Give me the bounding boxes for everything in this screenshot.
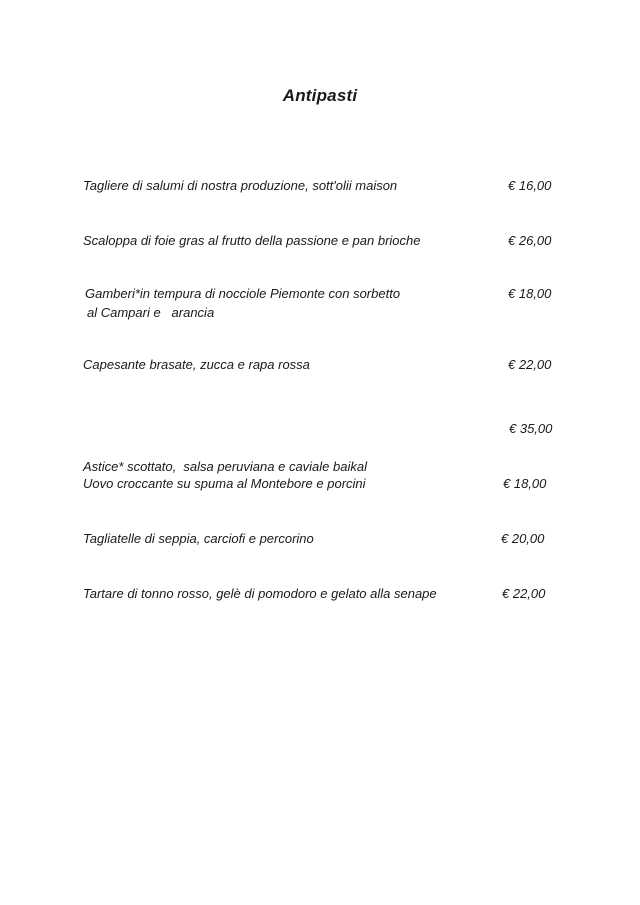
menu-item-description bbox=[83, 584, 437, 603]
menu-item-description-line: Uovo croccante su spuma al Montebore e porcini bbox=[83, 476, 366, 491]
menu-item-description-line: al Campari e arancia bbox=[87, 305, 215, 320]
menu-item-description-line: Scaloppa di foie gras al frutto della passione e pan brioche bbox=[83, 233, 421, 248]
menu-item-price: € 18,00 bbox=[508, 286, 552, 301]
menu-item-description bbox=[83, 355, 310, 374]
menu-item-description bbox=[83, 474, 366, 493]
menu-item-description-line: Capesante brasate, zucca e rapa rossa bbox=[83, 357, 310, 372]
menu-item-price: € 16,00 bbox=[508, 178, 552, 193]
menu-item-description-line: Tagliere di salumi di nostra produzione, sott'olii maison bbox=[83, 178, 398, 193]
menu-item-description bbox=[83, 231, 421, 250]
menu-item-price: € 26,00 bbox=[508, 233, 552, 248]
menu-item-price: € 22,00 bbox=[502, 586, 546, 601]
menu-item-description bbox=[85, 284, 400, 322]
menu-item-description-line: Gamberi*in tempura di nocciole Piemonte con sorbetto bbox=[85, 286, 401, 301]
menu-item-price: € 22,00 bbox=[508, 357, 552, 372]
menu-item-price: € 35,00 bbox=[509, 421, 553, 436]
menu-item-description-line: Tartare di tonno rosso, gelè di pomodoro e gelato alla senape bbox=[83, 586, 437, 601]
page-title: Antipasti bbox=[282, 86, 358, 105]
menu-item-description-line: Astice* scottato, salsa peruviana e caviale baikal bbox=[83, 459, 367, 474]
menu-item-description bbox=[83, 176, 397, 195]
menu-item-description bbox=[83, 529, 314, 548]
menu-item-description bbox=[83, 419, 367, 514]
menu-item-description-line: Tagliatelle di seppia, carciofi e percorino bbox=[83, 531, 314, 546]
menu-item-price: € 20,00 bbox=[501, 531, 545, 546]
menu-item-price: € 18,00 bbox=[503, 476, 547, 491]
